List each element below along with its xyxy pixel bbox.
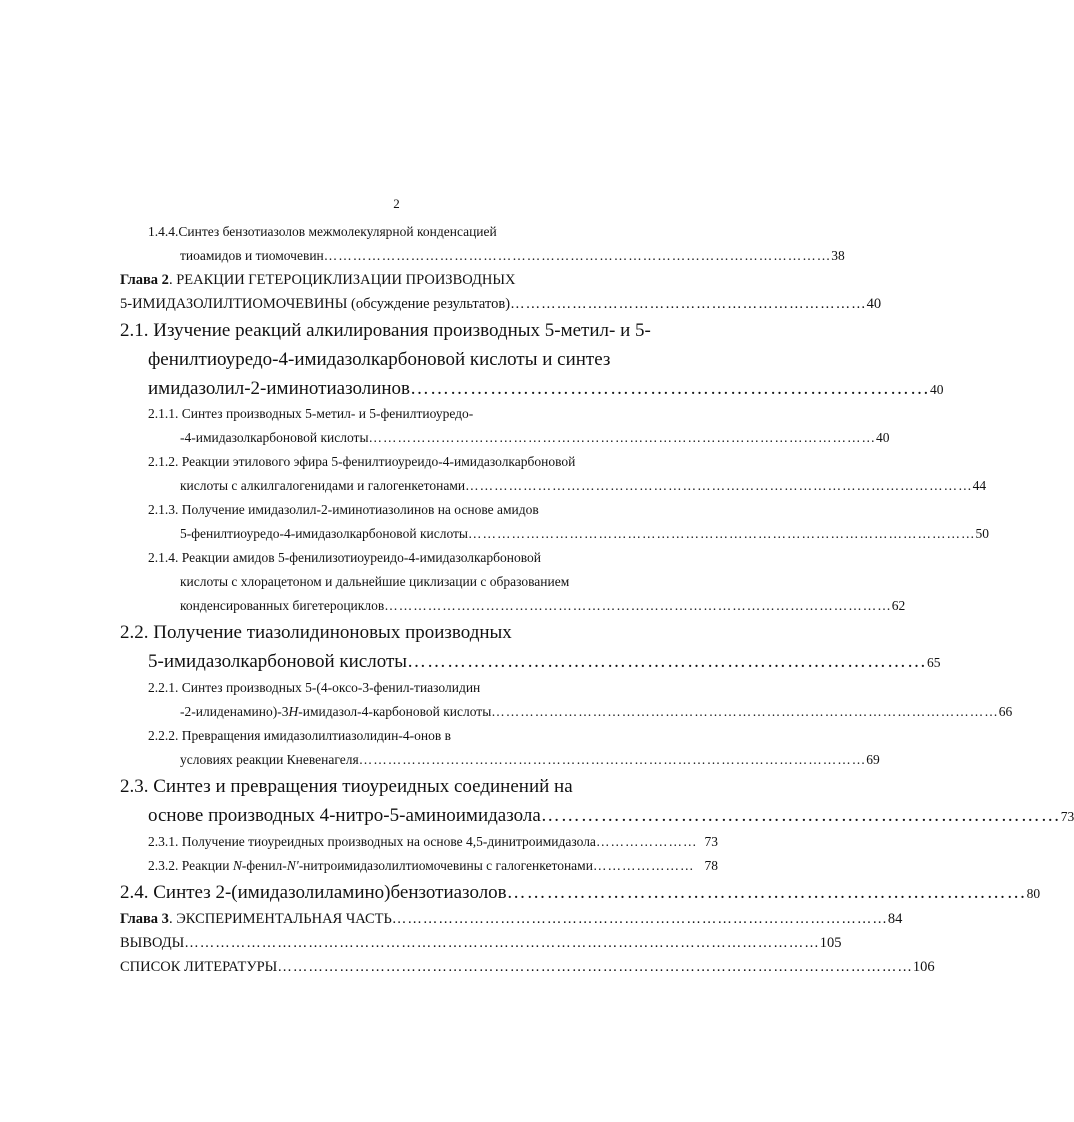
toc-2-1-line-1: 2.1. Изучение реакций алкилирования производных 5-метил- и 5- [120,320,651,341]
dot-leader: …………………………………………………………………………………… [391,911,888,927]
toc-page: 40 [866,296,882,312]
toc-2-3[interactable]: основе производных 4-нитро-5-аминоимидазола …………………………………………………………………… 73 [148,805,1074,826]
toc-page: 38 [831,248,845,263]
dot-leader: …………………………………………………………………… [407,651,928,672]
dot-leader: ………………… [595,834,698,849]
dot-leader: …………………………………………………………………………………………… [491,704,999,719]
dot-leader: …………………………………………………………………………………………… [323,248,832,263]
toc-page: 66 [998,704,1013,719]
toc-page: 62 [891,598,906,613]
toc-2-1-4[interactable]: конденсированных бигетероциклов …………………………………………………………………………………………… 62 [180,598,906,613]
toc-references[interactable]: СПИСОК ЛИТЕРАТУРЫ …………………………………………………………………………………………………………… 106 [120,959,935,975]
dot-leader: …………………………………………………………………………………………… [465,478,973,493]
toc-2-1-4-line-1: 2.1.4. Реакции амидов 5-фенилизотиоуреидо-4-имидазолкарбоновой [148,550,541,565]
toc-2-1-2[interactable]: кислоты с алкилгалогенидами и галогенкетонами …………………………………………………………………………………………… 44 [180,478,987,493]
dot-leader: …………………………………………………………………… [540,805,1061,826]
toc-2-3-1[interactable]: 2.3.1. Получение тиоуреидных производных на основе 4,5-динитроимидазола ………………… 73 [148,834,718,849]
toc-2-1-3[interactable]: 5-фенилтиоуредо-4-имидазолкарбоновой кислоты …………………………………………………………………………………………… 50 [180,526,989,541]
chapter-label: Глава 2 [120,272,169,288]
toc-2-1-2-line-1: 2.1.2. Реакции этилового эфира 5-фенилтиоуреидо-4-имидазолкарбоновой [148,454,576,469]
toc-page: 50 [975,526,989,541]
dot-leader: …………………………………………………………………………………………… [358,752,867,767]
toc-2-2[interactable]: 5-имидазолкарбоновой кислоты …………………………………………………………………… 65 [148,651,941,672]
dot-leader: …………………………………………………………… [510,296,867,312]
toc-page: 69 [866,752,880,767]
dot-leader: …………………………………………………………………………………………………………… [184,935,820,951]
dot-leader: …………………………………………………………………………………………………………… [277,959,913,975]
toc-2-1-1[interactable]: -4-имидазолкарбоновой кислоты …………………………………………………………………………………………… 40 [180,430,890,445]
toc-2-2-2[interactable]: условиях реакции Кневенагеля …………………………………………………………………………………………… 69 [180,752,880,767]
toc-2-2-1[interactable]: -2-илиденамино)-3H-имидазол-4-карбоновой кислоты …………………………………………………………………………………………… 66 [180,704,1013,719]
toc-page: 44 [972,478,987,493]
toc-2-1-line-2: фенилтиоуредо-4-имидазолкарбоновой кислоты и синтез [148,349,611,370]
dot-leader: …………………………………………………………………………………………… [468,526,976,541]
toc-2-1-4-line-2: кислоты с хлорацетоном и дальнейшие циклизации с образованием [180,574,570,589]
toc-2-1[interactable]: имидазолил-2-иминотиазолинов …………………………………………………………………… 40 [148,378,944,399]
toc-page: 40 [876,430,890,445]
toc-page: 65 [927,655,941,670]
chapter-label: Глава 3 [120,911,169,927]
toc-2-1-3-line-1: 2.1.3. Получение имидазолил-2-иминотиазолинов на основе амидов [148,502,539,517]
toc-page: 105 [819,935,842,951]
toc-page: 80 [1026,886,1041,901]
toc-2-3-2[interactable]: 2.3.2. Реакции N-фенил-N'-нитроимидазолилтиомочевины с галогенкетонами ………………… 78 [148,858,718,873]
dot-leader: …………………………………………………………………… [506,882,1027,903]
toc-2-4[interactable]: 2.4. Синтез 2-(имидазолиламино)бензотиазолов …………………………………………………………………… 80 [120,882,1041,903]
toc-1-4-4-line-2: тиоамидов и тиомочевин [180,248,324,263]
toc-2-2-2-line-1: 2.2.2. Превращения имидазолилтиазолидин-4-онов в [148,728,451,743]
toc-2-2-line-1: 2.2. Получение тиазолидиноновых производных [120,622,512,643]
toc-1-4-4[interactable] [180,248,845,264]
toc-page: 73 [704,834,718,849]
toc-page: 78 [704,858,718,873]
toc-1-4-4-line-1: 1.4.4.Синтез бензотиазолов межмолекулярной конденсацией [148,224,497,239]
toc-page: 84 [887,911,903,927]
dot-leader: …………………………………………………………………………………………… [368,430,877,445]
toc-chapter-3[interactable]: Глава 3. ЭКСПЕРИМЕНТАЛЬНАЯ ЧАСТЬ …………………………………………………………………………………… 84 [120,911,903,927]
dot-leader: …………………………………………………………………………………………… [384,598,892,613]
toc-page: 73 [1060,809,1074,824]
page-number: 2 [393,196,400,211]
toc-page: 40 [930,382,944,397]
toc-chapter-2-line-1: Глава 2. РЕАКЦИИ ГЕТЕРОЦИКЛИЗАЦИИ ПРОИЗВОДНЫХ [120,272,516,288]
dot-leader: ………………… [592,858,695,873]
toc-2-1-1-line-1: 2.1.1. Синтез производных 5-метил- и 5-фенилтиоуредо- [148,406,474,421]
dot-leader: …………………………………………………………………… [410,378,931,399]
toc-2-3-line-1: 2.3. Синтез и превращения тиоуреидных соединений на [120,776,573,797]
toc-chapter-2[interactable]: 5-ИМИДАЗОЛИЛТИОМОЧЕВИНЫ (обсуждение результатов) …………………………………………………………… 40 [120,296,882,312]
toc-page: 106 [912,959,935,975]
toc-2-2-1-line-1: 2.2.1. Синтез производных 5-(4-оксо-3-фенил-тиазолидин [148,680,481,695]
toc-conclusions[interactable]: ВЫВОДЫ …………………………………………………………………………………………………………… 105 [120,935,842,951]
